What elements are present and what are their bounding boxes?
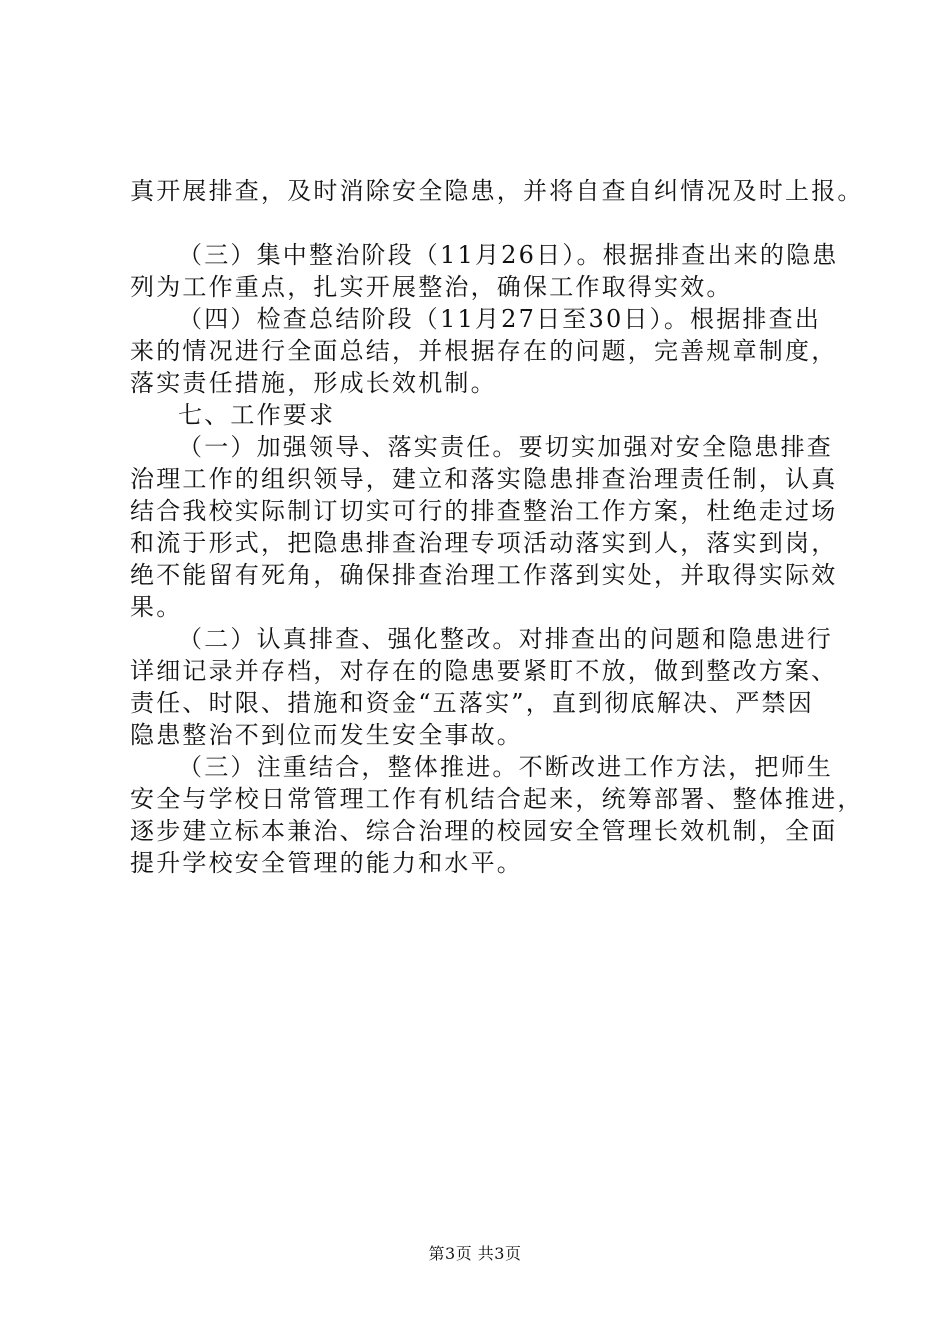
text-line: 落实责任措施，形成长效机制。 [130, 369, 497, 397]
text-line: 隐患整治不到位而发生安全事故。 [130, 721, 523, 749]
page-footer: 第3页 共3页 [428, 1244, 522, 1263]
text-line: 真开展排查，及时消除安全隐患，并将自查自纠情况及时上报。 [130, 177, 864, 205]
text-line: 逐步建立标本兼治、综合治理的校园安全管理长效机制，全面 [130, 817, 838, 845]
text-line: （一）加强领导、落实责任。要切实加强对安全隐患排查 [178, 433, 833, 461]
text-line: （二）认真排查、强化整改。对排查出的问题和隐患进行 [178, 625, 833, 653]
text-line: 详细记录并存档，对存在的隐患要紧盯不放，做到整改方案、 [130, 657, 838, 685]
text-line: 提升学校安全管理的能力和水平。 [130, 849, 523, 877]
text-line: 安全与学校日常管理工作有机结合起来，统筹部署、整体推进， [130, 785, 864, 813]
text-line: 来的情况进行全面总结，并根据存在的问题，完善规章制度， [130, 337, 838, 365]
text-line: （三）注重结合，整体推进。不断改进工作方法，把师生 [178, 753, 833, 781]
text-line: 和流于形式，把隐患排查治理专项活动落实到人，落实到岗， [130, 529, 838, 557]
text-line: 治理工作的组织领导，建立和落实隐患排查治理责任制，认真 [130, 465, 838, 493]
text-line: 果。 [130, 593, 183, 621]
section-heading: 七、工作要求 [178, 401, 336, 429]
text-line: （四）检查总结阶段（11月27日至30日）。根据排查出 [178, 305, 822, 333]
text-line: 列为工作重点，扎实开展整治，确保工作取得实效。 [130, 273, 733, 301]
text-line: （三）集中整治阶段（11月26日）。根据排查出来的隐患 [178, 241, 839, 269]
text-line: 绝不能留有死角，确保排查治理工作落到实处，并取得实际效 [130, 561, 838, 589]
text-line: 结合我校实际制订切实可行的排查整治工作方案，杜绝走过场 [130, 497, 838, 525]
text-line: 责任、时限、措施和资金“五落实”，直到彻底解决、严禁因 [130, 689, 814, 717]
